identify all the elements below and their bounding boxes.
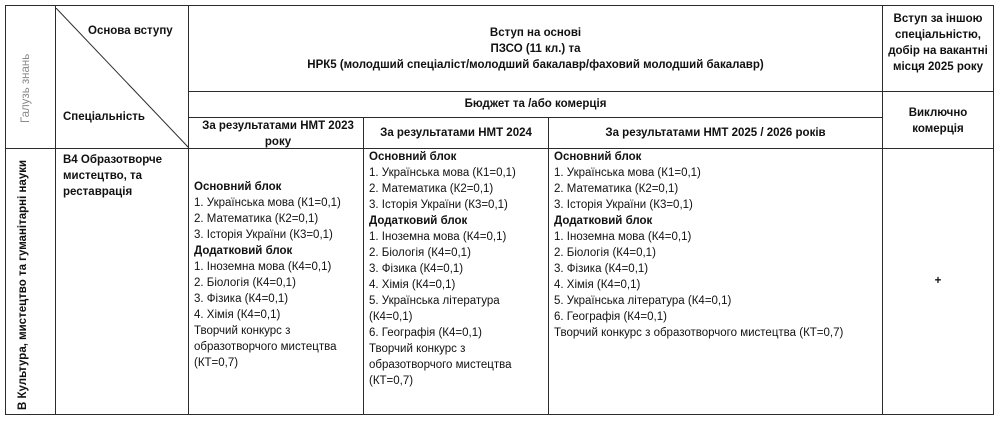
list-item: 6. Географія (К4=0,1) bbox=[554, 311, 667, 323]
list-item: (К4=0,1) bbox=[369, 311, 413, 323]
list-item: 3. Історія України (К3=0,1) bbox=[369, 199, 508, 211]
budget-header: Бюджет та /або комерція bbox=[464, 98, 607, 110]
rule-header-main bbox=[188, 91, 994, 92]
list-item: 1. Українська мова (К1=0,1) bbox=[194, 197, 341, 209]
list-item: 2. Математика (К2=0,1) bbox=[369, 183, 494, 195]
rule-col-2023 bbox=[363, 117, 364, 415]
list-item: 1. Іноземна мова (К4=0,1) bbox=[194, 261, 332, 273]
commerce-plus-mark: + bbox=[934, 275, 942, 287]
list-item: 2. Біологія (К4=0,1) bbox=[194, 277, 296, 289]
col2025-cell bbox=[554, 149, 880, 341]
list-item: 2. Біологія (К4=0,1) bbox=[369, 247, 471, 259]
list-item: 3. Фізика (К4=0,1) bbox=[554, 263, 649, 275]
specialnist-header-label: Спеціальність bbox=[63, 111, 145, 123]
table-border-bottom bbox=[5, 414, 994, 415]
list-item: 1. Українська мова (К1=0,1) bbox=[554, 167, 701, 179]
list-item: 3. Фізика (К4=0,1) bbox=[369, 263, 464, 275]
col2025-basic-title: Основний блок bbox=[554, 151, 642, 163]
other-specialty-header: Вступ за іншою спеціальністю, добір на вакантні місця 2025 року bbox=[888, 13, 988, 73]
list-item: 2. Біологія (К4=0,1) bbox=[554, 247, 656, 259]
col2024-basic-title: Основний блок bbox=[369, 151, 457, 163]
creative-line: (КТ=0,7) bbox=[369, 375, 414, 387]
table-border-left bbox=[5, 5, 6, 415]
col2025-header: За результатами НМТ 2025 / 2026 років bbox=[605, 127, 826, 139]
list-item: 2. Математика (К2=0,1) bbox=[194, 213, 319, 225]
col2023-basic-title: Основний блок bbox=[194, 181, 282, 193]
list-item: 3. Фізика (К4=0,1) bbox=[194, 293, 289, 305]
main-header-line2: ПЗСО (11 кл.) та bbox=[490, 43, 581, 55]
list-item: 4. Хімія (К4=0,1) bbox=[369, 279, 456, 291]
list-item: 2. Математика (К2=0,1) bbox=[554, 183, 679, 195]
list-item: 3. Історія України (К3=0,1) bbox=[194, 229, 333, 241]
galuz-header-label: Галузь знань bbox=[20, 53, 32, 123]
col2024-cell bbox=[369, 149, 547, 389]
main-header-line3: НРК5 (молодший спеціаліст/молодший бакалавр/фаховий молодший бакалавр) bbox=[307, 59, 764, 71]
creative-line: (КТ=0,7) bbox=[194, 357, 239, 369]
col2023-header: За результатами НМТ 2023 року bbox=[202, 120, 354, 148]
osnova-header-label: Основа вступу bbox=[88, 25, 173, 37]
list-item: 3. Історія України (К3=0,1) bbox=[554, 199, 693, 211]
admission-table bbox=[5, 5, 994, 415]
col2025-extra-title: Додатковий блок bbox=[554, 215, 653, 227]
creative-line: Творчий конкурс з образотворчого мистецтва (КТ=0,7) bbox=[554, 327, 844, 339]
list-item: 1. Іноземна мова (К4=0,1) bbox=[554, 231, 692, 243]
main-header-line1: Вступ на основі bbox=[489, 27, 582, 39]
col2024-extra-title: Додатковий блок bbox=[369, 215, 468, 227]
main-header-title bbox=[189, 25, 882, 73]
table-border-top bbox=[5, 5, 994, 6]
list-item: 5. Українська література bbox=[369, 295, 500, 307]
creative-line: Творчий конкурс з bbox=[194, 325, 291, 337]
table-border-right bbox=[993, 5, 994, 415]
commerce-only-header: Виключно комерція bbox=[908, 107, 968, 135]
rule-col-2024 bbox=[548, 117, 549, 415]
list-item: 6. Географія (К4=0,1) bbox=[369, 327, 482, 339]
list-item: 1. Іноземна мова (К4=0,1) bbox=[369, 231, 507, 243]
creative-line: Творчий конкурс з bbox=[369, 343, 466, 355]
galuz-value: В Культура, мистецтво та гуманітарні науки bbox=[17, 159, 29, 410]
creative-line: образотворчого мистецтва bbox=[369, 359, 512, 371]
list-item: 5. Українська література (К4=0,1) bbox=[554, 295, 732, 307]
rule-col-2025 bbox=[882, 5, 883, 415]
col2024-header: За результатами НМТ 2024 bbox=[380, 127, 532, 139]
col2023-cell bbox=[194, 179, 362, 371]
list-item: 4. Хімія (К4=0,1) bbox=[554, 279, 641, 291]
list-item: 1. Українська мова (К1=0,1) bbox=[369, 167, 516, 179]
col2023-extra-title: Додатковий блок bbox=[194, 245, 293, 257]
creative-line: образотворчого мистецтва bbox=[194, 341, 337, 353]
list-item: 4. Хімія (К4=0,1) bbox=[194, 309, 281, 321]
specialty-value: В4 Образотворче мистецтво, та реставрація bbox=[63, 154, 163, 198]
